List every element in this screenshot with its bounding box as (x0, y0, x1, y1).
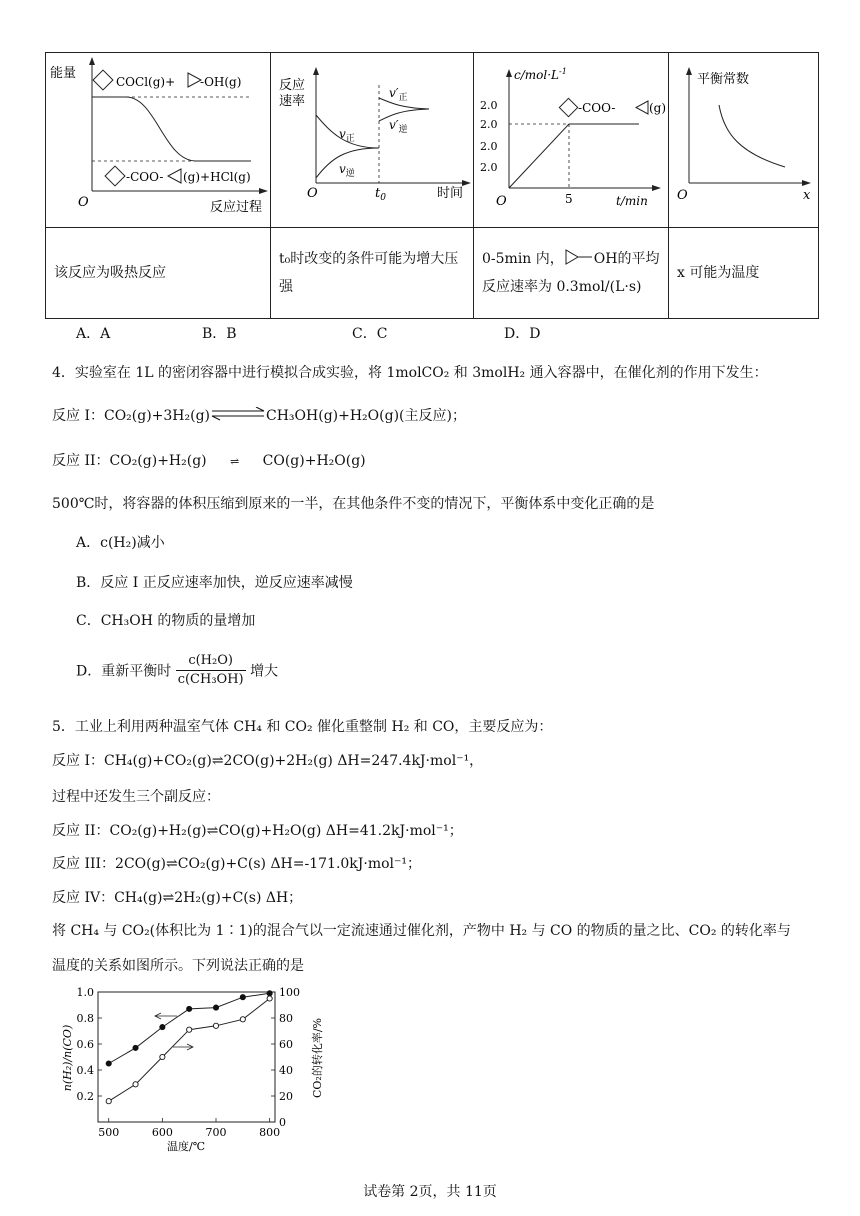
series-point-1 (213, 1005, 218, 1010)
graph-c-ylabel: $c/mol\cdot L^{-1}$ (514, 67, 567, 82)
q4-option-a[interactable]: A．c(H₂)减小 (76, 535, 165, 551)
graph-c-origin: O (496, 194, 507, 209)
q5-reaction-1: 反应 I：CH₄(g)+CO₂(g)⇌2CO(g)+2H₂(g) ΔH=247.4kJ·mol⁻¹， (52, 753, 484, 769)
graph-a (46, 53, 271, 223)
page-footer: 试卷第 2页，共 11页 (363, 1184, 497, 1200)
q4-reaction-1: 反应 I：CO₂(g)+3H₂(g) CH₃OH(g)+H₂O(g)(主反应)； (52, 408, 466, 424)
graph-b-origin: O (307, 186, 318, 201)
q4-condition: 500℃时，将容器的体积压缩到原来的一半，在其他条件不变的情况下，平衡体系中变化正确的是 (52, 496, 655, 512)
graph-a-top-species2: -OH(g) (200, 75, 242, 89)
graph-c-ytick: 2.0 (480, 99, 498, 112)
series-point-1 (187, 1006, 192, 1011)
graph-c-species2: (g) (649, 101, 667, 115)
graph-b-vfwd2: $v'_正$ (389, 86, 408, 103)
option-a-text: 该反应为吸热反应 (46, 228, 271, 319)
graph-b-vfwd: $v_正$ (339, 127, 355, 144)
graph-d-origin: O (677, 188, 688, 203)
y-left-tick-label: 0.8 (76, 1012, 94, 1025)
q5-chart (55, 980, 335, 1155)
chart-xlabel: 温度/℃ (166, 1140, 206, 1153)
graph-d-cell (669, 53, 819, 228)
series-point-2 (187, 1027, 192, 1032)
graph-c-cell (474, 53, 669, 228)
chart-ylabel-left: n(H₂)/n(CO) (61, 1024, 74, 1092)
series-point-2 (133, 1082, 138, 1087)
x-tick-label: 700 (205, 1126, 227, 1139)
y-right-tick-label: 0 (279, 1116, 286, 1129)
q4-option-b[interactable]: B．反应 I 正反应速率加快，逆反应速率减慢 (76, 575, 353, 591)
series-point-2 (267, 996, 272, 1001)
q4-option-d[interactable]: D．重新平衡时 $\frac{\text{c(H₂O)}}{\text{c(CH₃OH)}}$ 增大 (76, 653, 279, 687)
q5-reaction-2: 反应 II：CO₂(g)+H₂(g)⇌CO(g)+H₂O(g) ΔH=41.2kJ·mol⁻¹； (52, 823, 463, 839)
q3-option[interactable]: C．C (352, 326, 388, 342)
q3-option[interactable]: D．D (504, 326, 541, 342)
graph-b-t0: $t_0$ (375, 186, 386, 203)
series-point-2 (240, 1017, 245, 1022)
y-left-tick-label: 0.4 (76, 1064, 94, 1077)
graph-a-bottom-species: -COO- (126, 170, 164, 184)
series-point-2 (213, 1023, 218, 1028)
series-point-1 (106, 1061, 111, 1066)
q3-option[interactable]: B．B (202, 326, 237, 342)
q4-d-numerator: c(H₂O) (176, 652, 246, 671)
graph-c-species: -COO- (578, 101, 616, 115)
y-right-tick-label: 60 (279, 1038, 293, 1051)
graph-d-ylabel: 平衡常数 (697, 72, 750, 87)
x-tick-label: 500 (98, 1126, 120, 1139)
q3-option[interactable]: A．A (76, 326, 111, 342)
y-left-tick-label: 0.6 (76, 1038, 94, 1051)
graph-b-ylabel1: 反应 (279, 78, 306, 93)
graph-a-bottom-species2: (g)+HCl(g) (183, 170, 251, 184)
series-point-2 (160, 1054, 165, 1059)
graph-a-top-species: COCl(g)+ (116, 75, 176, 89)
q5-side-note: 过程中还发生三个副反应： (52, 789, 220, 805)
graph-c-ytick: 2.0 (480, 118, 498, 131)
graph-b-vrev: $v_逆$ (339, 162, 355, 179)
options-table (45, 52, 819, 319)
graph-b-cell (271, 53, 474, 228)
series-point-1 (240, 995, 245, 1000)
q4-d-denominator: c(CH₃OH) (177, 672, 244, 687)
graph-a-origin: O (78, 195, 89, 210)
q5-reaction-4: 反应 IV：CH₄(g)⇌2H₂(g)+C(s) ΔH； (52, 890, 303, 906)
y-right-tick-label: 40 (279, 1064, 293, 1077)
graph-d-xlabel: x (803, 188, 811, 203)
q5-desc-2: 温度的关系如图所示。下列说法正确的是 (52, 958, 304, 974)
y-right-tick-label: 20 (279, 1090, 293, 1103)
q4-reaction-2: 反应 II：CO₂(g)+H₂(g) ⇌ CO(g)+H₂O(g) (52, 453, 366, 469)
q4-option-c[interactable]: C．CH₃OH 的物质的量增加 (76, 613, 256, 629)
q5-stem: 5．工业上利用两种温室气体 CH₄ 和 CO₂ 催化重整制 H₂ 和 CO，主要反应为： (52, 719, 553, 735)
y-right-tick-label: 100 (279, 986, 300, 999)
graph-b-vrev2: $v'_逆$ (389, 118, 408, 135)
q5-desc-1: 将 CH₄ 与 CO₂(体积比为 1∶1)的混合气以一定流速通过催化剂，产物中 H₂ 与 CO 的物质的量之比、CO₂ 的转化率与 (52, 923, 791, 939)
option-d-text: x 可能为温度 (669, 228, 819, 319)
graph-a-cell (46, 53, 271, 228)
y-right-tick-label: 80 (279, 1012, 293, 1025)
series-point-1 (160, 1025, 165, 1030)
graph-c (474, 53, 669, 223)
series-point-2 (106, 1099, 111, 1104)
graph-b-ylabel2: 速率 (279, 94, 306, 109)
y-left-tick-label: 0.2 (76, 1090, 94, 1103)
graph-d (669, 53, 819, 223)
option-b-text: t₀时改变的条件可能为增大压强 (271, 228, 474, 319)
graph-a-ylabel: 能量 (50, 66, 77, 81)
q5-reaction-3: 反应 III：2CO(g)⇌CO₂(g)+C(s) ΔH=-171.0kJ·mol⁻¹； (52, 856, 422, 872)
graph-b (271, 53, 474, 223)
graph-c-xlabel: t/min (616, 194, 648, 208)
graph-b-xlabel: 时间 (437, 186, 464, 201)
x-tick-label: 800 (259, 1126, 281, 1139)
chart-ylabel-right: CO₂的转化率/% (311, 1017, 324, 1099)
graph-c-ytick: 2.0 (480, 161, 498, 174)
graph-c-yticks (480, 99, 498, 174)
graph-c-ytick: 2.0 (480, 140, 498, 153)
q4-stem: 4．实验室在 1L 的密闭容器中进行模拟合成实验，将 1molCO₂ 和 3molH₂ 通入容器中，在催化剂的作用下发生： (52, 365, 768, 381)
option-c-text: 0-5min 内， OH的平均反应速率为 0.3mol/(L·s) (474, 228, 669, 319)
y-left-tick-label: 1.0 (76, 986, 94, 999)
graph-a-xlabel: 反应过程 (210, 200, 263, 215)
x-tick-label: 600 (151, 1126, 173, 1139)
series-point-1 (133, 1045, 138, 1050)
series-point-1 (267, 991, 272, 996)
graph-c-x5: 5 (565, 192, 573, 206)
